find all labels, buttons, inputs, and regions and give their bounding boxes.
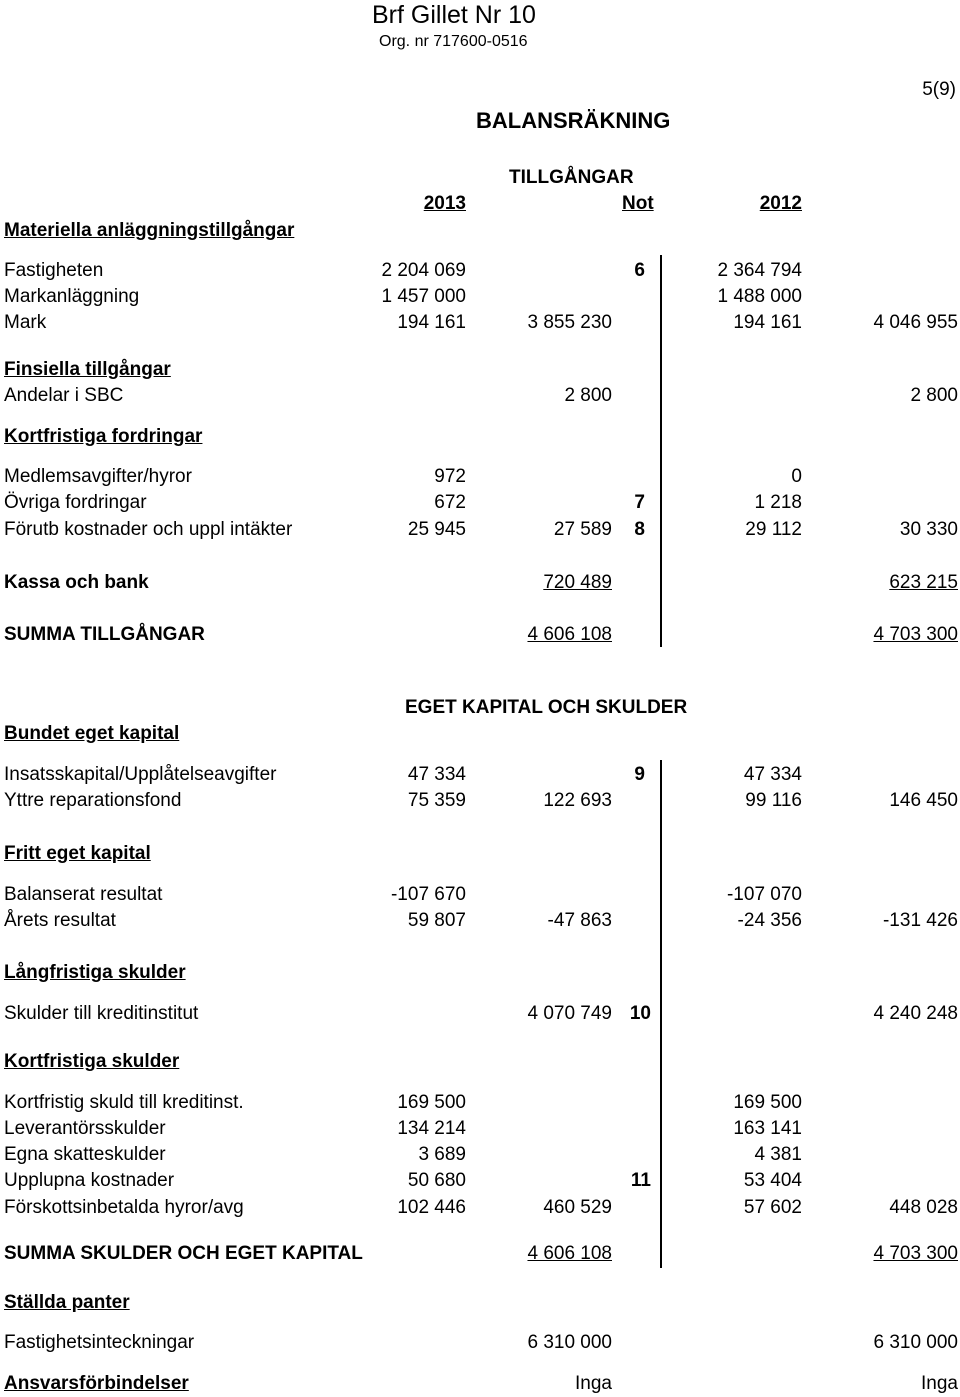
value-2013: 3 689	[418, 1144, 466, 1165]
assets-column-separator	[660, 255, 662, 647]
value-2012: 57 602	[743, 1197, 802, 1218]
kortfristiga-fordringar-heading: Kortfristiga fordringar	[4, 426, 203, 447]
row-label: Markanläggning	[4, 286, 140, 307]
col-2013-header: 2013	[423, 193, 466, 214]
bundet-heading: Bundet eget kapital	[4, 723, 180, 744]
stallda-panter-heading: Ställda panter	[4, 1292, 130, 1313]
sum-2012: Inga	[921, 1373, 958, 1394]
liabilities-section-title: EGET KAPITAL OCH SKULDER	[405, 697, 688, 718]
summa-tillgangar-label: SUMMA TILLGÅNGAR	[4, 624, 205, 645]
org-number: Org. nr 717600-0516	[379, 33, 528, 50]
sum-2013: 6 310 000	[527, 1332, 612, 1353]
value-2012: 2 364 794	[717, 260, 802, 281]
value-2013: 972	[434, 466, 466, 487]
note-number: 6	[634, 260, 645, 281]
materiella-heading: Materiella anläggningstillgångar	[4, 220, 295, 241]
note-number: 8	[634, 519, 645, 540]
page-number: 5(9)	[922, 79, 956, 100]
sum-2012: -131 426	[882, 910, 958, 931]
value-2012: 4 381	[754, 1144, 802, 1165]
sum-2013: 4 606 108	[527, 1243, 612, 1264]
row-label: Övriga fordringar	[4, 492, 147, 513]
note-number: 7	[634, 492, 645, 513]
sum-2013: 460 529	[543, 1197, 612, 1218]
langfristiga-heading: Långfristiga skulder	[4, 962, 186, 983]
row-label: Skulder till kreditinstitut	[4, 1003, 199, 1024]
sum-2013: -47 863	[547, 910, 612, 931]
value-2012: 47 334	[743, 764, 802, 785]
sum-2012: 4 703 300	[873, 624, 958, 645]
value-2012: -24 356	[737, 910, 802, 931]
sum-2012: 448 028	[889, 1197, 958, 1218]
row-label: Upplupna kostnader	[4, 1170, 175, 1191]
row-label: Fastighetsinteckningar	[4, 1332, 195, 1353]
row-label: Förutb kostnader och uppl intäkter	[4, 519, 293, 540]
sum-2013: 27 589	[553, 519, 612, 540]
value-2012: 99 116	[745, 790, 802, 811]
fritt-heading: Fritt eget kapital	[4, 843, 151, 864]
sum-2012: 623 215	[889, 572, 958, 593]
row-label: Kassa och bank	[4, 572, 149, 593]
value-2013: 134 214	[397, 1118, 466, 1139]
value-2012: -107 070	[726, 884, 802, 905]
value-2012: 194 161	[733, 312, 802, 333]
row-label: Andelar i SBC	[4, 385, 124, 406]
row-label: Insatsskapital/Upplåtelseavgifter	[4, 764, 277, 785]
sum-2012: 146 450	[889, 790, 958, 811]
row-label: Balanserat resultat	[4, 884, 163, 905]
row-label: Årets resultat	[4, 910, 116, 931]
sum-2013: 4 070 749	[527, 1003, 612, 1024]
value-2013: 59 807	[407, 910, 466, 931]
sum-2012: 6 310 000	[873, 1332, 958, 1353]
value-2012: 169 500	[733, 1092, 802, 1113]
row-label: Förskottsinbetalda hyror/avg	[4, 1197, 244, 1218]
sum-2013: Inga	[575, 1373, 612, 1394]
value-2013: 194 161	[397, 312, 466, 333]
value-2013: 50 680	[407, 1170, 466, 1191]
row-label: Egna skatteskulder	[4, 1144, 166, 1165]
sum-2012: 4 046 955	[873, 312, 958, 333]
value-2013: 1 457 000	[381, 286, 466, 307]
sum-2012: 2 800	[910, 385, 958, 406]
sum-2012: 4 703 300	[873, 1243, 958, 1264]
value-2013: 47 334	[407, 764, 466, 785]
value-2013: 672	[434, 492, 466, 513]
row-label: Medlemsavgifter/hyror	[4, 466, 192, 487]
value-2013: 75 359	[407, 790, 466, 811]
value-2013: 169 500	[397, 1092, 466, 1113]
finansiella-heading: Finsiella tillgångar	[4, 359, 171, 380]
page-title: BALANSRÄKNING	[476, 108, 671, 133]
row-label: Mark	[4, 312, 47, 333]
sum-2013: 720 489	[543, 572, 612, 593]
value-2012: 1 488 000	[717, 286, 802, 307]
value-2012: 163 141	[733, 1118, 802, 1139]
col-not-header: Not	[622, 193, 654, 214]
note-number: 11	[630, 1170, 651, 1191]
value-2013: -107 670	[390, 884, 466, 905]
liabilities-column-separator	[660, 760, 662, 1268]
col-2012-header: 2012	[759, 193, 802, 214]
value-2012: 29 112	[745, 519, 802, 540]
summa-skulder-label: SUMMA SKULDER OCH EGET KAPITAL	[4, 1243, 363, 1264]
sum-2013: 2 800	[564, 385, 612, 406]
sum-2012: 4 240 248	[873, 1003, 958, 1024]
row-label: Yttre reparationsfond	[4, 790, 182, 811]
value-2012: 0	[791, 466, 802, 487]
ansvar-heading: Ansvarsförbindelser	[4, 1373, 189, 1394]
value-2013: 102 446	[397, 1197, 466, 1218]
row-label: Fastigheten	[4, 260, 104, 281]
assets-section-title: TILLGÅNGAR	[509, 167, 634, 188]
row-label: Kortfristig skuld till kreditinst.	[4, 1092, 244, 1113]
org-name: Brf Gillet Nr 10	[372, 1, 536, 29]
sum-2013: 3 855 230	[527, 312, 612, 333]
sum-2013: 4 606 108	[527, 624, 612, 645]
sum-2012: 30 330	[899, 519, 958, 540]
value-2013: 25 945	[407, 519, 466, 540]
note-number: 9	[634, 764, 645, 785]
value-2012: 53 404	[743, 1170, 802, 1191]
value-2013: 2 204 069	[381, 260, 466, 281]
row-label: Leverantörsskulder	[4, 1118, 166, 1139]
kortfristiga-skulder-heading: Kortfristiga skulder	[4, 1051, 180, 1072]
note-number: 10	[629, 1003, 651, 1024]
value-2012: 1 218	[754, 492, 802, 513]
sum-2013: 122 693	[543, 790, 612, 811]
